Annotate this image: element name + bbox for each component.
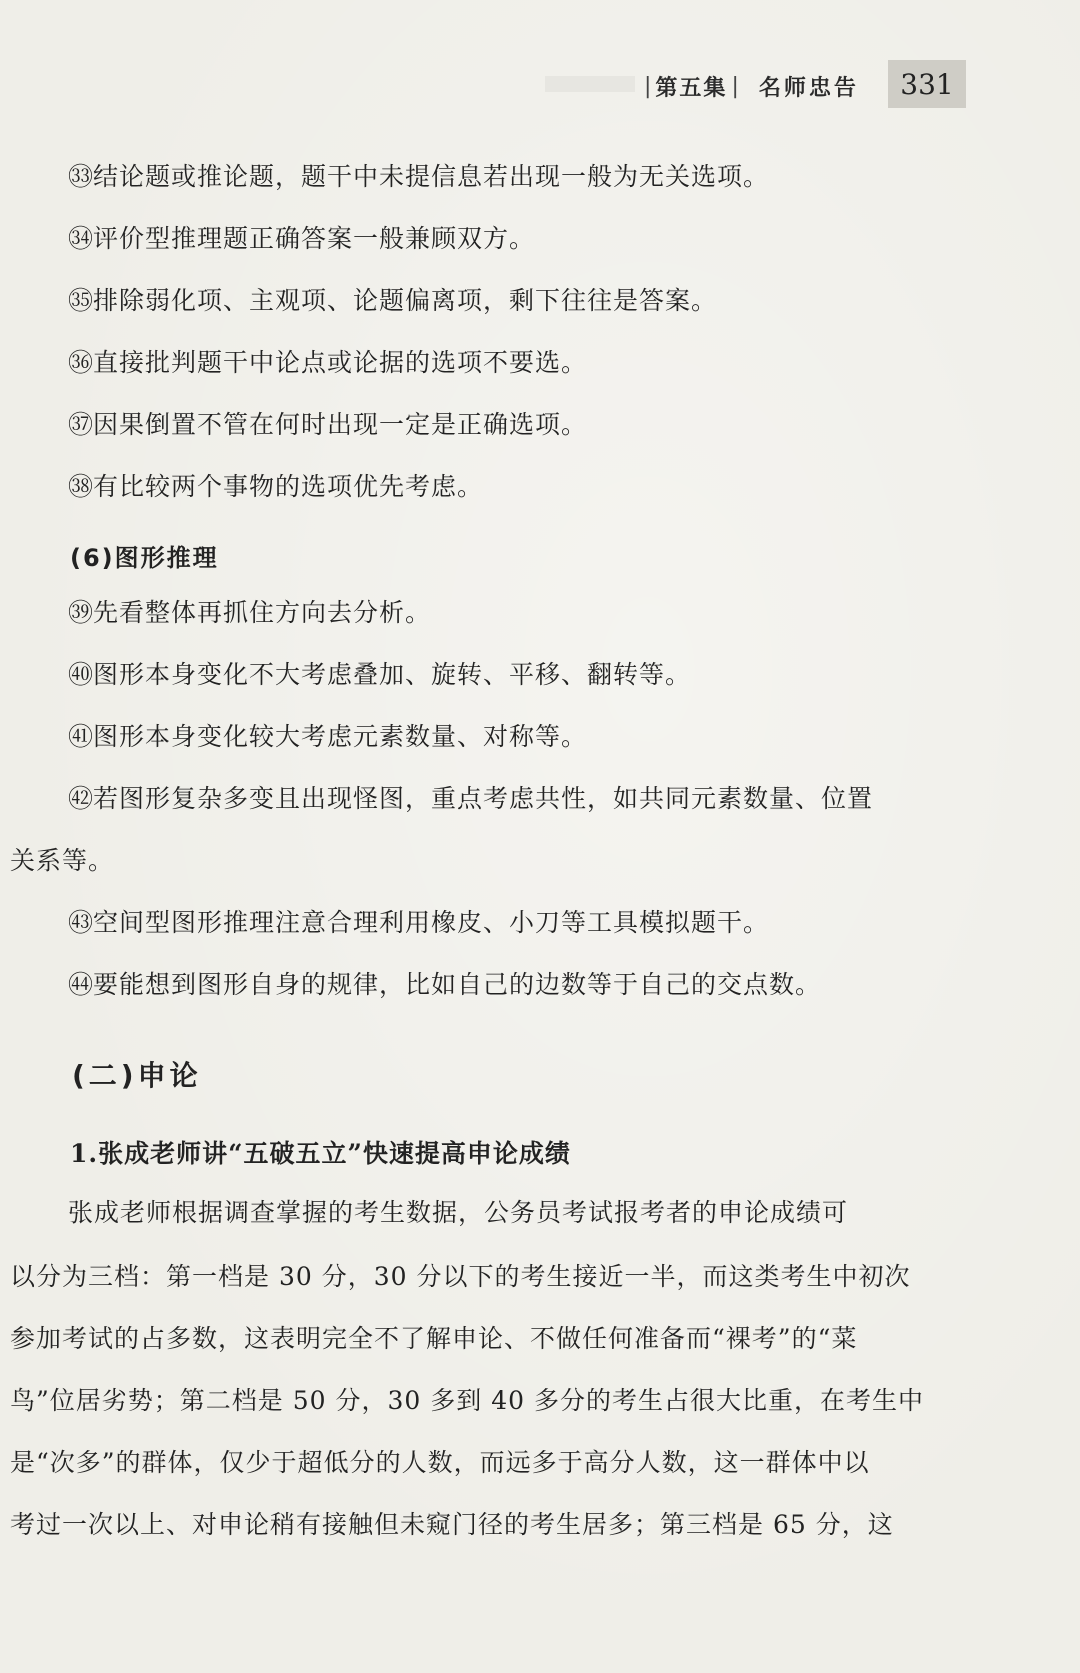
item-text: 排除弱化项、主观项、论题偏离项，剩下往往是答案。 [93, 286, 718, 315]
list-item [68, 596, 431, 630]
header-title: 名师忠告 [758, 75, 859, 101]
item-text: 结论题或推论题，题干中未提信息若出现一般为无关选项。 [93, 162, 770, 191]
running-header [640, 66, 859, 106]
item-text: 空间型图形推理注意合理利用橡皮、小刀等工具模拟题干。 [93, 908, 770, 937]
header-section: 第五集 [655, 75, 728, 101]
item-number: ㊸ [68, 908, 94, 937]
item-number: ㉝ [68, 162, 94, 191]
list-item [68, 658, 691, 692]
item-number: ㊴ [68, 598, 94, 627]
item-number: ㉞ [68, 224, 94, 253]
item-text: 图形本身变化不大考虑叠加、旋转、平移、翻转等。 [93, 660, 692, 689]
list-item-continuation [10, 844, 114, 878]
header-divider-right: | [731, 73, 739, 99]
item-text: 有比较两个事物的选项优先考虑。 [93, 472, 484, 501]
item-text: 图形本身变化较大考虑元素数量、对称等。 [93, 722, 588, 751]
item-number: ㊶ [68, 722, 94, 751]
item-text: 直接批判题干中论点或论据的选项不要选。 [93, 348, 588, 377]
item-number: ㊱ [68, 348, 94, 377]
item-text: 先看整体再抓住方向去分析。 [93, 598, 432, 627]
paragraph-line: 考过一次以上、对申论稍有接触但未窥门径的考生居多；第三档是 65 分，这 [10, 1510, 894, 1539]
item-text: 评价型推理题正确答案一般兼顾双方。 [93, 224, 536, 253]
item-text: 若图形复杂多变且出现怪图，重点考虑共性，如共同元素数量、位置 [93, 784, 874, 813]
list-item [68, 284, 717, 318]
page-number: 331 [888, 60, 966, 108]
paragraph-line: 参加考试的占多数，这表明完全不了解申论、不做任何准备而“裸考”的“菜 [10, 1324, 858, 1353]
list-item [68, 720, 587, 754]
paragraph-line: 以分为三档：第一档是 30 分，30 分以下的考生接近一半，而这类考生中初次 [10, 1262, 911, 1291]
item-number: ㊳ [68, 472, 94, 501]
item-number: ㊹ [68, 970, 94, 999]
list-item [68, 222, 535, 256]
sub-heading: 1.张成老师讲“五破五立”快速提高申论成绩 [70, 1139, 571, 1168]
list-item [68, 160, 769, 194]
list-item [68, 906, 769, 940]
list-item [68, 968, 821, 1002]
paragraph-line: 是“次多”的群体，仅少于超低分的人数，而远多于高分人数，这一群体中以 [10, 1448, 870, 1477]
list-item [68, 408, 587, 442]
list-item [68, 470, 483, 504]
header-divider-left: | [644, 73, 652, 99]
header-ghost-text [545, 76, 635, 92]
list-item [68, 346, 587, 380]
paragraph-line: 鸟”位居劣势；第二档是 50 分，30 多到 40 多分的考生占很大比重，在考生中 [10, 1386, 924, 1415]
part-heading: (二)申论 [72, 1059, 202, 1092]
item-text: 因果倒置不管在何时出现一定是正确选项。 [93, 410, 588, 439]
item-text: 关系等。 [10, 846, 115, 875]
item-number: ㊷ [68, 784, 94, 813]
list-item [68, 782, 873, 816]
paragraph-line: 张成老师根据调查掌握的考生数据，公务员考试报考者的申论成绩可 [68, 1198, 849, 1227]
item-number: ㉟ [68, 286, 94, 315]
item-number: ㊵ [68, 660, 94, 689]
item-number: ㊲ [68, 410, 94, 439]
item-text: 要能想到图形自身的规律，比如自己的边数等于自己的交点数。 [93, 970, 822, 999]
section-heading: (6)图形推理 [70, 544, 219, 572]
